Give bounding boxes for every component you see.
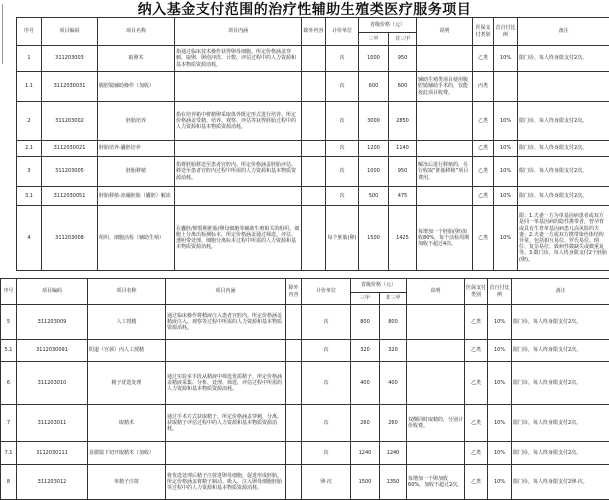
cell-ratio: 10% <box>488 340 512 362</box>
cell-content <box>166 442 286 465</box>
cell-content: 通过临床操作将精液注入患者宫腔内。所定价格涵盖精液注入、观察等过程中所需的人力资源和基本物质资源消耗。 <box>166 305 286 340</box>
cell-code: 311203003 <box>42 46 98 72</box>
cell-ratio: 10% <box>494 141 518 157</box>
cell-seq: 3 <box>17 157 42 187</box>
cell-ratio: 10% <box>494 46 518 72</box>
cell-code: 3112030111 <box>17 442 88 465</box>
header-content: 项目内涵 <box>175 18 302 46</box>
cell-tier3: 1240 <box>351 442 380 465</box>
header-ratio: 首自付比例 <box>488 279 512 305</box>
cell-content: 指通过临床技术操作获得卵母细胞。所定价格涵盖穿刺、取卵、卵泡冲洗、计数、评估过程中的人力资源和基本物质资源消耗。 <box>175 46 302 72</box>
cell-nontier3: 260 <box>380 405 407 442</box>
cell-remark: 限门诊，每人终身限支付2次。 <box>518 46 609 72</box>
cell-name: 阴道（宫颈）内人工授精 <box>88 340 166 362</box>
header-ratio: 首自付比例 <box>494 18 518 46</box>
cell-note <box>407 305 465 340</box>
cell-ratio: 10% <box>488 305 512 340</box>
cell-exclude <box>286 442 302 465</box>
cell-code: 311203012 <box>17 465 88 500</box>
cell-ratio: 10% <box>488 362 512 405</box>
cell-remark: 限门诊，每人终身限支付2次。 <box>512 362 609 405</box>
cell-remark: 限门诊，每人终身限支付2次。 <box>512 305 609 340</box>
cell-note: 双侧同时取精的，分别计价收费。 <box>407 405 465 442</box>
cell-category: 乙类 <box>473 157 494 187</box>
header-unit: 计价单位 <box>302 279 351 305</box>
header-category: 医保支付类别 <box>465 279 488 305</box>
cell-category: 乙类 <box>473 206 494 271</box>
cell-content <box>175 187 302 206</box>
cell-category: 乙类 <box>473 102 494 141</box>
cell-note <box>417 46 473 72</box>
cell-nontier3: 400 <box>380 362 407 405</box>
table-row <box>1 340 609 362</box>
cell-unit: 次 <box>302 442 351 465</box>
cell-seq: 6 <box>1 362 17 405</box>
header-note: 说明 <box>417 18 473 46</box>
cell-remark: 限门诊，每人终身限支付2次。 <box>518 102 609 141</box>
cell-tier3: 1500 <box>351 465 380 500</box>
cell-note: 解冻后进行移植的，另行收取“胚胎移植”项目费用。 <box>417 157 473 187</box>
cell-note <box>407 362 465 405</box>
table-row <box>1 405 609 442</box>
cell-tier3: 500 <box>359 187 389 206</box>
cell-tier3: 600 <box>359 72 389 102</box>
cell-remark: 限门诊，每人终身限支付2卵·次。 <box>512 465 609 500</box>
cell-seq: 1 <box>17 46 42 72</box>
cell-exclude <box>286 465 302 500</box>
cell-unit: 次 <box>326 157 359 187</box>
cell-exclude <box>302 46 326 72</box>
header-tier3: 三甲 <box>351 293 380 305</box>
cell-code: 311203010 <box>17 362 88 405</box>
cell-seq: 2 <box>17 102 42 141</box>
header-tier3: 三甲 <box>359 33 389 46</box>
cell-name: 取精术 <box>88 405 166 442</box>
cell-note: 辅助生殖类项目使用腹腔镜辅助手术的，仅能按此项目收费。 <box>417 72 473 102</box>
cell-content: 在囊胚/卵裂期胚胎/卵母细胞等辅助生殖相关的组织、细胞上分离出检测标本。所定价格涵盖通过筛选、评估、透明带处理、细胞分离标本过程中所需的人力资源和基本物质资源消耗。 <box>175 206 302 271</box>
services-table-1 <box>16 17 609 271</box>
cell-nontier3: 1240 <box>380 442 407 465</box>
cell-category: 乙类 <box>465 465 488 500</box>
cell-ratio: 10% <box>494 157 518 187</box>
cell-tier3: 1000 <box>359 157 389 187</box>
cell-category: 乙类 <box>473 46 494 72</box>
cell-nontier3: 2850 <box>389 102 417 141</box>
cell-unit: 每个胚胎(卵) <box>326 206 359 271</box>
cell-tier3: 800 <box>351 305 380 340</box>
cell-category: 乙类 <box>473 141 494 157</box>
cell-tier3: 320 <box>351 340 380 362</box>
cell-tier3: 1000 <box>359 46 389 72</box>
cell-note <box>417 102 473 141</box>
cell-content <box>175 141 302 157</box>
cell-name: 腹腔镜辅助操作（加收） <box>98 72 175 102</box>
cell-code: 3112030091 <box>17 340 88 362</box>
header-name: 项目名称 <box>98 18 175 46</box>
table-row <box>1 305 609 340</box>
cell-ratio: 10% <box>488 405 512 442</box>
cell-remark: 限：1.夫妻一方为单基因病患者或双方是同一单基因病的隐性携带者，曾孕育或具有生育单基因病患儿高风险的夫妻；2.夫妻一方或双方携带染色体结构异常，包括相互易位、罗氏易位、倒位、复杂易位、致病性微缺失或微重复等。3.限门诊，每人终身限支付2个胚胎(卵)。 <box>518 206 609 271</box>
cell-name: 精子优选处理 <box>88 362 166 405</box>
cell-name: 胚胎移植 <box>98 157 175 187</box>
cell-seq: 1.1 <box>17 72 42 102</box>
cell-code: 311203002 <box>42 102 98 141</box>
header-code: 项目编码 <box>42 18 98 46</box>
cell-exclude <box>302 72 326 102</box>
cell-code: 3112030021 <box>42 141 98 157</box>
cell-nontier3: 1140 <box>389 141 417 157</box>
cell-unit: 次 <box>302 340 351 362</box>
cell-nontier3: 320 <box>380 340 407 362</box>
cell-ratio <box>494 72 518 102</box>
cell-category: 乙类 <box>465 340 488 362</box>
table-row <box>17 187 609 206</box>
cell-nontier3: 800 <box>380 305 407 340</box>
cell-note <box>407 340 465 362</box>
header-exclude: 除外内容 <box>302 18 326 46</box>
table-row <box>1 442 609 465</box>
cell-remark: 限门诊，每人终身限支付2次。 <box>512 340 609 362</box>
cell-tier3: 260 <box>351 405 380 442</box>
cell-note <box>417 187 473 206</box>
cell-ratio: 10% <box>488 442 512 465</box>
cell-unit: 次 <box>326 187 359 206</box>
cell-content <box>166 340 286 362</box>
cell-unit: 卵·次 <box>302 465 351 500</box>
cell-code: 311203009 <box>17 305 88 340</box>
cell-unit: 次 <box>302 405 351 442</box>
cell-seq: 7 <box>1 405 17 442</box>
header-remark: 备注 <box>518 18 609 46</box>
cell-remark: 限门诊，每人终身限支付2次。 <box>512 405 609 442</box>
cell-remark: 限门诊，每人终身限支付2次。 <box>518 141 609 157</box>
cell-name: 组织、细胞活检（辅助生殖） <box>98 206 175 271</box>
table-row <box>17 102 609 141</box>
table-row <box>17 72 609 102</box>
cell-nontier3: 475 <box>389 187 417 206</box>
header-name: 项目名称 <box>88 279 166 305</box>
header-price: 省级价格（元） <box>351 279 407 293</box>
cell-unit: 次 <box>326 102 359 141</box>
cell-code: 311203011 <box>17 405 88 442</box>
cell-exclude <box>286 305 302 340</box>
cell-code: 3112030051 <box>42 187 98 206</box>
header-remark: 备注 <box>512 279 609 305</box>
cell-name: 取卵术 <box>98 46 175 72</box>
cell-nontier3: 950 <box>389 46 417 72</box>
cell-exclude <box>302 102 326 141</box>
table-row <box>1 465 609 500</box>
cell-content: 指在培养箱中将精卵采取体外既定形式进行培养。所定价格涵盖受精、培养、观察、评估等获得胚胎过程中的人力资源和基本物质资源消耗。 <box>175 102 302 141</box>
table-row <box>17 206 609 271</box>
header-content: 项目内涵 <box>166 279 286 305</box>
cell-ratio: 10% <box>488 465 512 500</box>
cell-seq: 7.1 <box>1 442 17 465</box>
cell-remark: 限门诊，每人终身限支付2次。 <box>518 157 609 187</box>
table-row <box>17 141 609 157</box>
cell-remark: 限门诊，每人终身限支付2次。 <box>512 442 609 465</box>
cell-exclude <box>302 206 326 271</box>
cell-nontier3: 1425 <box>389 206 417 271</box>
cell-ratio: 10% <box>494 102 518 141</box>
cell-tier3: 3000 <box>359 102 389 141</box>
cell-unit: 次 <box>326 141 359 157</box>
cell-note: 每增加一个卵加收60%，加收不超过2次。 <box>407 465 465 500</box>
cell-name: 胚胎移植-冻融胚胎（囊胚）解冻 <box>98 187 175 206</box>
cell-seq: 3.1 <box>17 187 42 206</box>
cell-seq: 5.1 <box>1 340 17 362</box>
cell-note <box>407 442 465 465</box>
header-price: 省级价格（元） <box>359 18 417 33</box>
cell-name: 人工授精 <box>88 305 166 340</box>
cell-code: 311203005 <box>42 157 98 187</box>
cell-unit: 次 <box>326 46 359 72</box>
cell-content: 通过手术方式获取精子。所定价格涵盖穿刺、分离、获取精子评估过程中的人力资源和基本物质资源消耗。 <box>166 405 286 442</box>
cell-tier3: 400 <box>351 362 380 405</box>
cell-name: 显微镜下切开取精术（加收） <box>88 442 166 465</box>
cell-exclude <box>302 187 326 206</box>
header-category: 医保支付类别 <box>473 18 494 46</box>
header-nontier3: 非三甲 <box>389 33 417 46</box>
cell-exclude <box>286 362 302 405</box>
table-row <box>1 362 609 405</box>
header-seq: 序号 <box>1 279 17 305</box>
cell-seq: 8 <box>1 465 17 500</box>
cell-name: 胚胎培养-囊胚培养 <box>98 141 175 157</box>
cell-seq: 2.1 <box>17 141 42 157</box>
header-nontier3: 非三甲 <box>380 293 407 305</box>
cell-ratio: 10% <box>494 187 518 206</box>
header-exclude: 除外内容 <box>286 279 302 305</box>
cell-note <box>417 141 473 157</box>
cell-seq: 4 <box>17 206 42 271</box>
cell-unit: 次 <box>302 362 351 405</box>
cell-tier3: 1200 <box>359 141 389 157</box>
header-note: 说明 <box>407 279 465 305</box>
header-seq: 序号 <box>17 18 42 46</box>
cell-category: 乙类 <box>465 442 488 465</box>
cell-unit: 次 <box>302 305 351 340</box>
cell-content <box>175 72 302 102</box>
header-code: 项目编码 <box>17 279 88 305</box>
cell-nontier3: 1350 <box>380 465 407 500</box>
page-title: 纳入基金支付范围的治疗性辅助生殖类医疗服务项目 <box>137 2 472 18</box>
cell-content: 通过实验室手段从精液中筛选优质精子。所定价格涵盖精液采集、分析、处理、筛选、评估过程中所需的人力资源和基本物质资源消耗。 <box>166 362 286 405</box>
cell-category: 乙类 <box>473 187 494 206</box>
cell-code: 311203008 <box>42 206 98 271</box>
cell-name: 单精子注射 <box>88 465 166 500</box>
cell-exclude <box>286 405 302 442</box>
cell-code: 3112030031 <box>42 72 98 102</box>
cell-category: 乙类 <box>465 362 488 405</box>
cell-exclude <box>302 141 326 157</box>
cell-content: 将优选处理后精子注射进卵母细胞，促进形成胚胎。所定价格涵盖将精子制动、吸入、注入卵母细胞胚胎等过程中的人力资源和基本物质资源消耗。 <box>166 465 286 500</box>
cell-unit: 次 <box>326 72 359 102</box>
cell-remark <box>518 72 609 102</box>
cell-category: 乙类 <box>465 305 488 340</box>
table-row <box>17 157 609 187</box>
cell-category: 乙类 <box>465 405 488 442</box>
services-table-2 <box>0 278 609 500</box>
cell-name: 胚胎培养 <box>98 102 175 141</box>
cell-seq: 5 <box>1 305 17 340</box>
cell-nontier3: 950 <box>389 157 417 187</box>
cell-remark: 限门诊，每人终身限支付2次。 <box>518 187 609 206</box>
table-row <box>17 46 609 72</box>
cell-tier3: 1500 <box>359 206 389 271</box>
cell-ratio: 10% <box>494 206 518 271</box>
header-unit: 计价单位 <box>326 18 359 46</box>
cell-note: 每增加一个胚胎(卵)加收80%，每个活检周期加收不超过4次。 <box>417 206 473 271</box>
cell-content: 指将胚胎移送至患者宫腔内。所定价格涵盖胚胎评估、移送至患者宫腔内过程中所需的人力资源和基本物质资源消耗。 <box>175 157 302 187</box>
cell-nontier3: 600 <box>389 72 417 102</box>
cell-exclude <box>302 157 326 187</box>
cell-category: 丙类 <box>473 72 494 102</box>
cell-exclude <box>286 340 302 362</box>
